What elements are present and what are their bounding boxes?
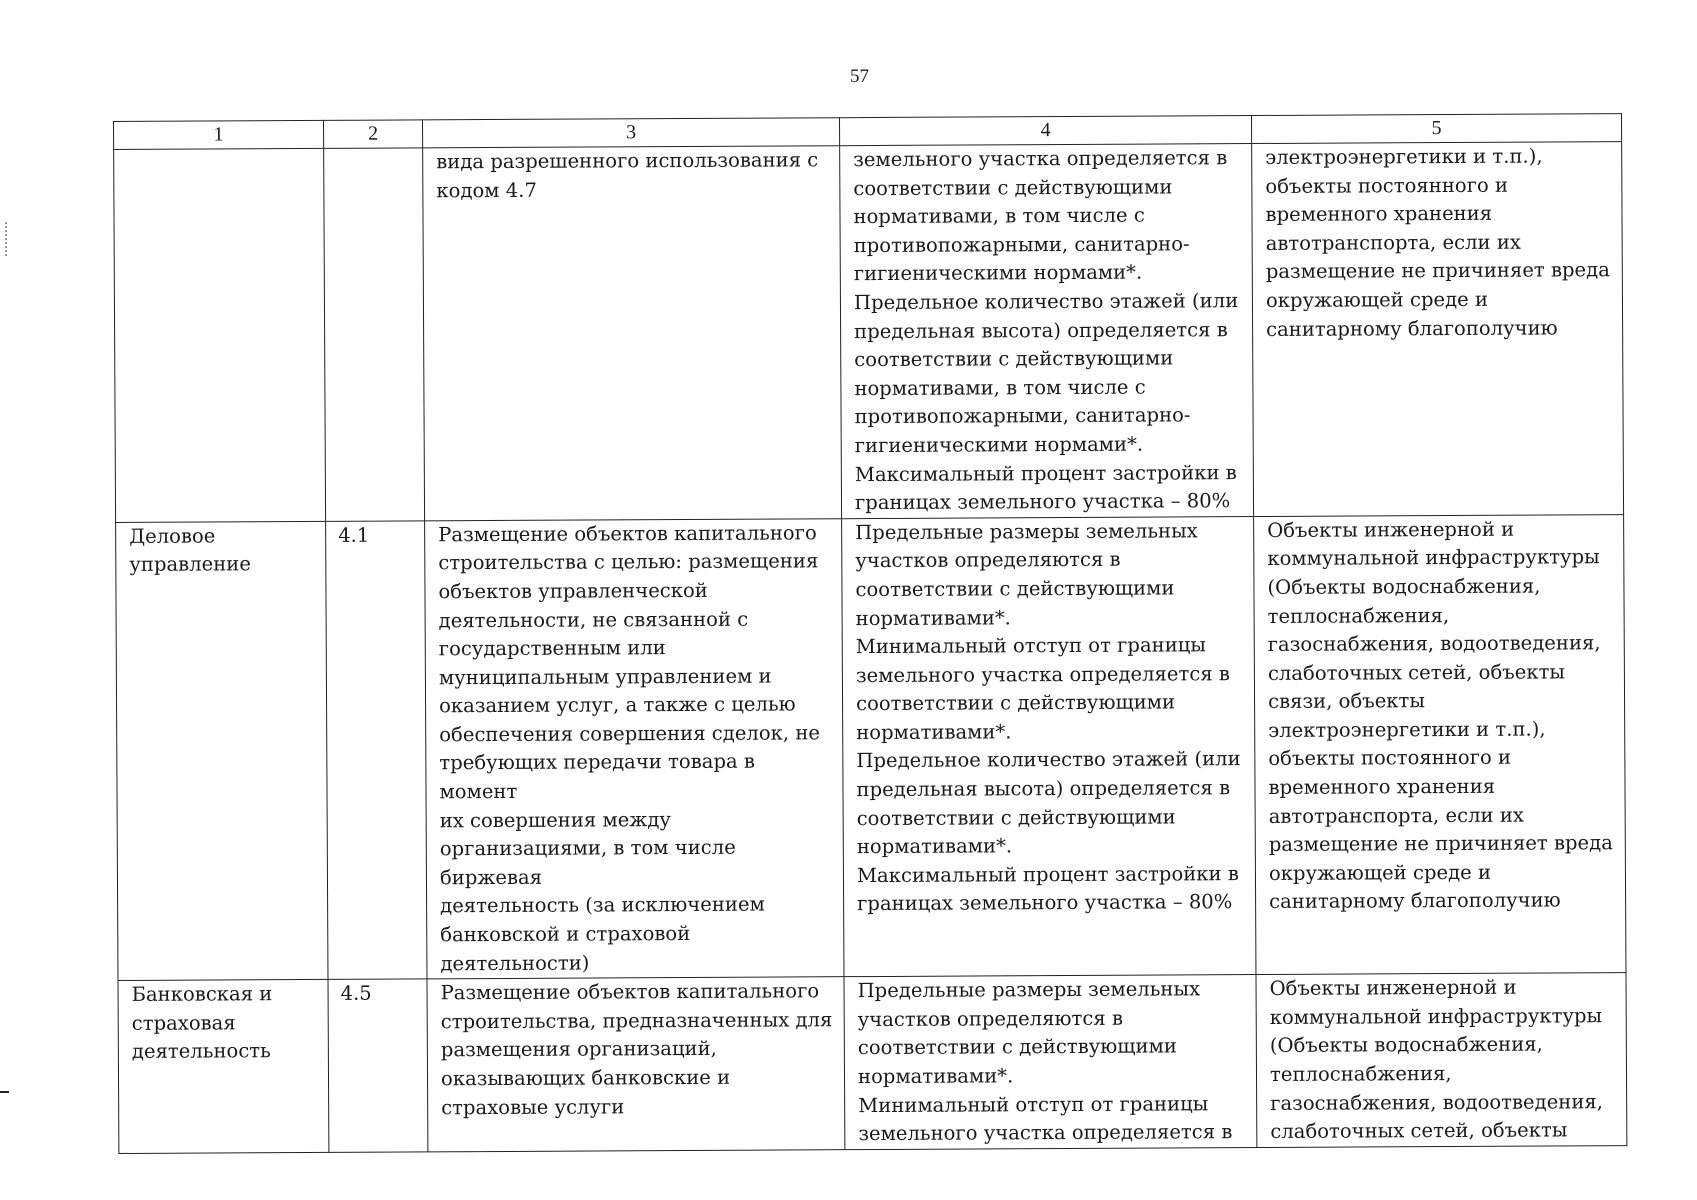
column-header-4: 4 xyxy=(839,116,1251,146)
column-header-1: 1 xyxy=(114,120,324,149)
column-header-3: 3 xyxy=(422,118,839,148)
use-description-cell xyxy=(427,977,845,1152)
use-parameters-cell xyxy=(840,144,1254,519)
land-use-table xyxy=(113,113,1627,1154)
use-description: Размещение объектов капитального строительства с целью: размещения объектов управленческой деятельности, не связанной с государственным или муниципальным управлением и оказанием услуг, а также с целью обеспечения совершения сделок, не требующих передачи товара в момент их совершения между организациями, в том числе биржевая деятельность (за исключением банковской и страховой деятельности) xyxy=(438,521,821,975)
use-parameters: Предельные размеры земельных участков определяются в соответствии с действующими нормативами*. Минимальный отступ от границы земельного участка определяется в соответствии с действующими нормативами*. Предельное количество этажей (или предельная высота) определяется в соответствии с действующими нормативами*. Максимальный процент застройки в границах земельного участка – 80% xyxy=(855,519,1241,916)
use-description-cell xyxy=(423,146,842,521)
use-parameters: земельного участка определяется в соответствии с действующими нормативами, в том числе с противопожарными, санитарно- гигиеническими нормами*. Предельное количество этажей (или предельная высота) определяется в соответствии с действующими нормативами, в том числе с противопожарными, санитарно- гигиеническими нормами*. Максимальный процент застройки в границах земельного участка – 80% xyxy=(853,146,1239,515)
use-parameters-cell xyxy=(844,975,1257,1150)
table-row xyxy=(118,973,1627,1154)
auxiliary-uses: электроэнергетики и т.п.), объекты постоянного и временного хранения автотранспорта, если их размещение не причиняет вреда окружающей среде и санитарному благополучию xyxy=(1265,144,1610,341)
use-code-cell xyxy=(328,979,428,1153)
auxiliary-uses: Объекты инженерной и коммунальной инфраструктуры (Объекты водоснабжения, теплоснабжения, газоснабжения, водоотведения, слаботочных сетей, объекты xyxy=(1269,975,1604,1144)
table-row xyxy=(116,514,1626,980)
use-name-cell xyxy=(116,521,328,981)
use-name: Деловое управление xyxy=(129,524,251,577)
use-description: Размещение объектов капитального строительства, предназначенных для размещения организаций, оказывающих банковские и страховые услуги xyxy=(440,979,833,1119)
column-header-2: 2 xyxy=(323,120,422,149)
margin-dash xyxy=(0,1091,9,1093)
use-description-cell xyxy=(425,518,844,979)
page-number: 57 xyxy=(850,66,869,87)
use-parameters-cell xyxy=(842,516,1256,977)
use-name-cell xyxy=(118,980,329,1154)
use-name xyxy=(127,149,317,150)
auxiliary-uses-cell xyxy=(1252,142,1624,517)
auxiliary-uses-cell xyxy=(1254,514,1626,974)
use-description: вида разрешенного использования с кодом 4.7 xyxy=(436,148,819,202)
margin-mark xyxy=(5,222,9,256)
use-code-cell xyxy=(324,148,425,521)
table-row xyxy=(114,142,1624,523)
use-code: 4.1 xyxy=(338,523,370,547)
use-name-cell xyxy=(114,148,326,522)
use-code: 4.5 xyxy=(340,981,372,1006)
use-name: Банковская и страховая деятельность xyxy=(131,982,273,1064)
column-header-5: 5 xyxy=(1251,114,1621,144)
auxiliary-uses: Объекты инженерной и коммунальной инфраструктуры (Объекты водоснабжения, теплоснабжения, газоснабжения, водоотведения, слаботочных сетей, объекты связи, объекты электроэнергетики и т.п.), объекты постоянного и временного хранения автотранспорта, если их размещение не причиняет вреда окружающей среде и санитарному благополучию xyxy=(1267,517,1613,914)
auxiliary-uses-cell xyxy=(1256,973,1627,1148)
use-code-cell xyxy=(326,521,427,980)
use-parameters: Предельные размеры земельных участков определяются в соответствии с действующими нормативами*. Минимальный отступ от границы земельного участка определяется в xyxy=(857,977,1233,1146)
